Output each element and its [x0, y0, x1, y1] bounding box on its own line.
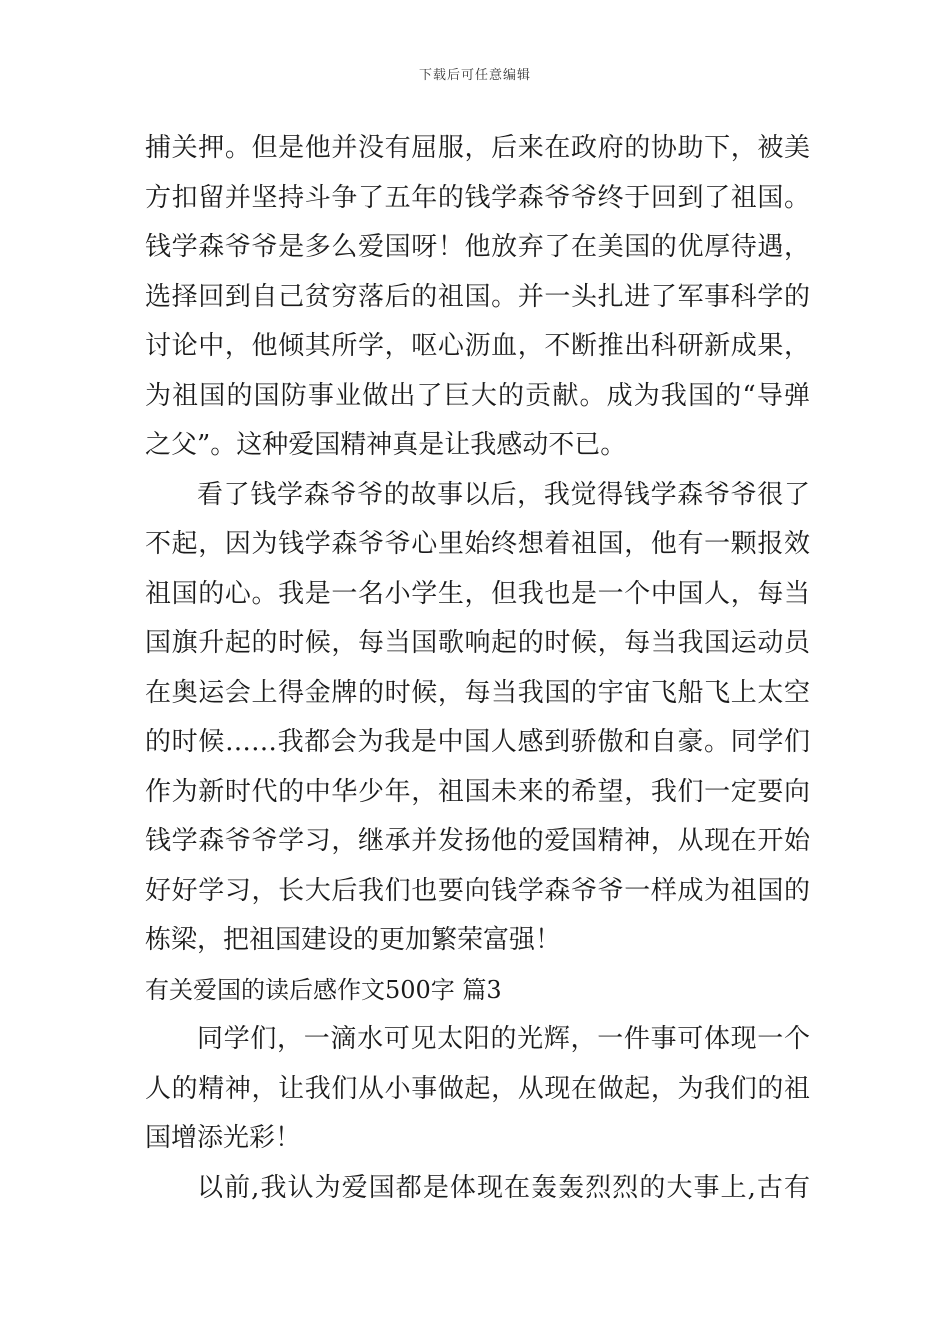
- text-line: 选择回到自己贫穷落后的祖国。并一头扎进了军事科学的: [145, 281, 810, 312]
- text-line: 之父”。这种爱国精神真是让我感动不已。: [145, 430, 627, 460]
- text-line: 捕关押。但是他并没有屈服，后来在政府的协助下，被美: [145, 133, 810, 163]
- section-heading: 有关爱国的读后感作文500字 篇3: [145, 975, 502, 1004]
- text-line: 国旗升起的时候，每当国歌响起的时候，每当我国运动员: [145, 628, 810, 658]
- text-line: 讨论中，他倾其所学，呕心沥血，不断推出科研新成果，: [145, 331, 810, 361]
- text-line: 同学们，一滴水可见太阳的光辉，一件事可体现一个: [197, 1024, 810, 1054]
- text-line: 好好学习，长大后我们也要向钱学森爷爷一样成为祖国的: [145, 875, 810, 906]
- text-line: 不起，因为钱学森爷爷心里始终想着祖国，他有一颗报效: [145, 529, 810, 559]
- text-line: 的时候……我都会为我是中国人感到骄傲和自豪。同学们: [145, 727, 810, 757]
- document-body: [145, 124, 810, 1213]
- text-line: 看了钱学森爷爷的故事以后，我觉得钱学森爷爷很了: [197, 479, 810, 510]
- text-line: 方扣留并坚持斗争了五年的钱学森爷爷终于回到了祖国。: [145, 182, 810, 213]
- text-line: 国增添光彩！: [145, 1123, 302, 1153]
- text-line: 人的精神，让我们从小事做起，从现在做起，为我们的祖: [145, 1073, 810, 1104]
- text-line: 以前,我认为爱国都是体现在轰轰烈烈的大事上,古有: [197, 1172, 810, 1203]
- text-line: 为祖国的国防事业做出了巨大的贡献。成为我国的“导弹: [145, 380, 810, 411]
- page-header: 下载后可任意编辑: [418, 68, 531, 83]
- text-line: 在奥运会上得金牌的时候，每当我国的宇宙飞船飞上太空: [145, 677, 810, 708]
- text-line: 祖国的心。我是一名小学生，但我也是一个中国人，每当: [145, 578, 810, 609]
- text-line: 栋梁，把祖国建设的更加繁荣富强！: [145, 925, 562, 955]
- text-line: 钱学森爷爷学习，继承并发扬他的爱国精神，从现在开始: [145, 826, 810, 856]
- text-line: 钱学森爷爷是多么爱国呀！他放弃了在美国的优厚待遇，: [145, 232, 810, 262]
- text-line: 作为新时代的中华少年，祖国未来的希望，我们一定要向: [145, 776, 810, 807]
